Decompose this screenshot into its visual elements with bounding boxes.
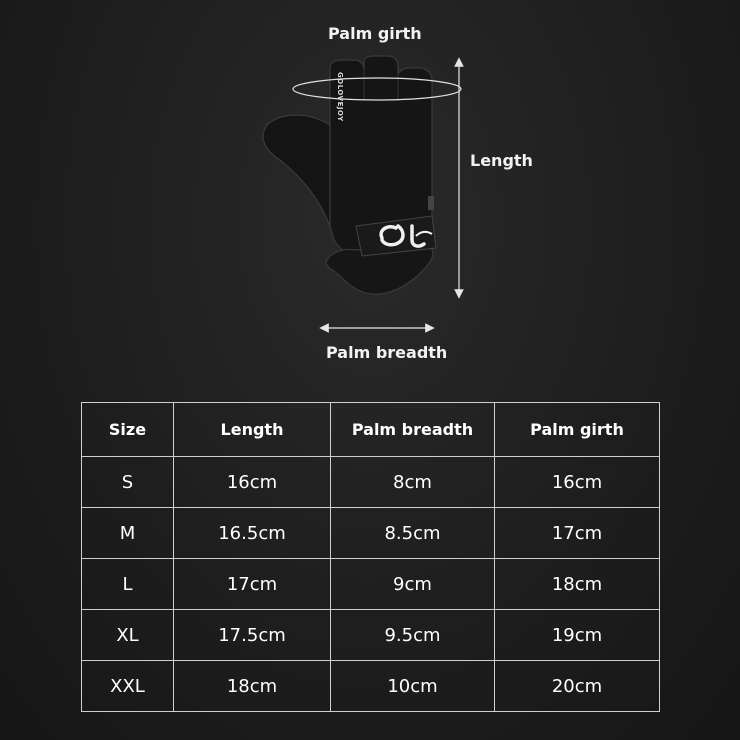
cell-length: 16cm — [174, 457, 331, 508]
cell-palm-girth: 16cm — [495, 457, 660, 508]
size-chart-table — [81, 402, 660, 712]
header-size: Size — [82, 403, 174, 457]
cell-palm-breadth: 8.5cm — [331, 508, 495, 559]
cell-length: 16.5cm — [174, 508, 331, 559]
table-header-row — [82, 403, 660, 457]
cell-palm-girth: 17cm — [495, 508, 660, 559]
cell-length: 17.5cm — [174, 610, 331, 661]
cell-palm-girth: 19cm — [495, 610, 660, 661]
cell-size: L — [82, 559, 174, 610]
header-palm-girth: Palm girth — [495, 403, 660, 457]
cell-palm-breadth: 10cm — [331, 661, 495, 712]
palm-girth-label: Palm girth — [328, 24, 422, 43]
length-label: Length — [470, 151, 533, 170]
cell-palm-breadth: 8cm — [331, 457, 495, 508]
cell-size: M — [82, 508, 174, 559]
palm-breadth-label: Palm breadth — [326, 343, 448, 362]
header-length: Length — [174, 403, 331, 457]
cell-palm-girth: 20cm — [495, 661, 660, 712]
cell-size: XXL — [82, 661, 174, 712]
header-palm-breadth: Palm breadth — [331, 403, 495, 457]
cell-length: 17cm — [174, 559, 331, 610]
table-row — [82, 661, 660, 712]
table-row — [82, 610, 660, 661]
cell-palm-breadth: 9.5cm — [331, 610, 495, 661]
cell-palm-breadth: 9cm — [331, 559, 495, 610]
brand-text: GOLOVEJOY — [336, 72, 344, 122]
cell-size: S — [82, 457, 174, 508]
table-row — [82, 508, 660, 559]
table-row — [82, 559, 660, 610]
table-row — [82, 457, 660, 508]
glove-body-icon — [263, 56, 436, 294]
cell-size: XL — [82, 610, 174, 661]
cell-length: 18cm — [174, 661, 331, 712]
cell-palm-girth: 18cm — [495, 559, 660, 610]
